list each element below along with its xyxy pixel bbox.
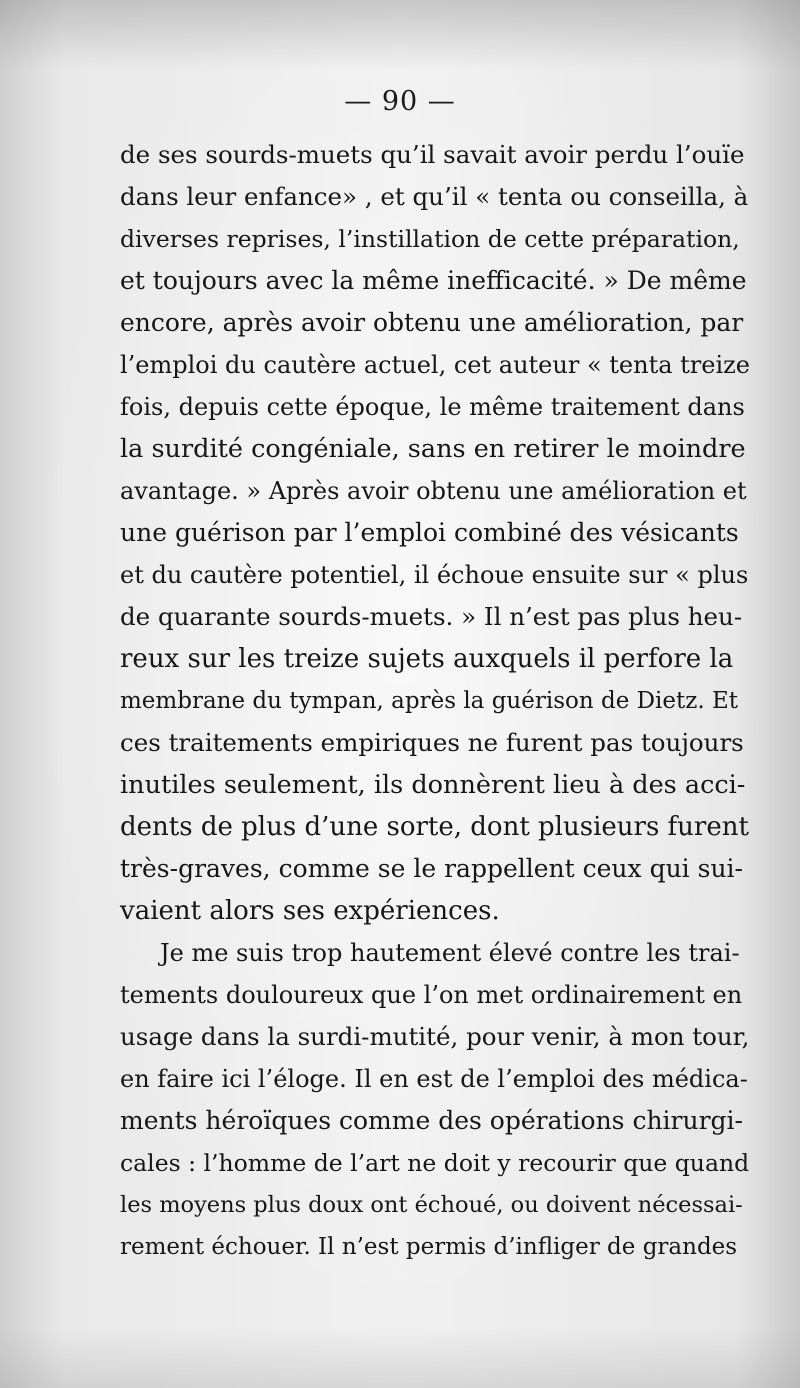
text-line: fois, depuis cette époque, le même traitement dans xyxy=(120,393,745,421)
text-line: diverses reprises, l’instillation de cette préparation, xyxy=(120,225,740,253)
text-line: ces traitements empiriques ne furent pas toujours xyxy=(120,728,744,757)
text-line: ments héroïques comme des opérations chirurgi- xyxy=(120,1106,743,1135)
text-line: l’emploi du cautère actuel, cet auteur « tenta treize xyxy=(120,351,750,379)
text-line: encore, après avoir obtenu une amélioration, par xyxy=(120,308,744,337)
text-line: et du cautère potentiel, il échoue ensuite sur « plus xyxy=(120,561,749,589)
text-line: les moyens plus doux ont échoué, ou doivent nécessai- xyxy=(120,1192,743,1218)
text-line: tements douloureux que l’on met ordinairement en xyxy=(120,981,743,1009)
text-line: reux sur les treize sujets auxquels il perfore la xyxy=(120,644,734,674)
text-line: de quarante sourds-muets. » Il n’est pas plus heu- xyxy=(120,602,743,631)
text-line: usage dans la surdi-mutité, pour venir, à mon tour, xyxy=(120,1022,750,1051)
text-line: et toujours avec la même inefficacité. » De même xyxy=(120,266,747,295)
text-line: dents de plus d’une sorte, dont plusieurs furent xyxy=(120,812,749,842)
text-line: une guérison par l’emploi combiné des vésicants xyxy=(120,518,739,547)
text-line: dans leur enfance» , et qu’il « tenta ou conseilla, à xyxy=(120,182,749,211)
text-line: avantage. » Après avoir obtenu une amélioration et xyxy=(120,477,747,505)
text-line: cales : l’homme de l’art ne doit y recourir que quand xyxy=(120,1149,750,1177)
text-line-paragraph-start: Je me suis trop hautement élevé contre les trai- xyxy=(160,939,740,967)
text-line: membrane du tympan, après la guérison de Dietz. Et xyxy=(120,688,739,714)
text-line: la surdité congéniale, sans en retirer le moindre xyxy=(120,434,746,464)
text-line: très-graves, comme se le rappellent ceux qui sui- xyxy=(120,854,743,883)
text-line: en faire ici l’éloge. Il en est de l’emploi des médica- xyxy=(120,1065,748,1093)
text-line: rement échouer. Il n’est permis d’infliger de grandes xyxy=(120,1234,738,1260)
text-line-paragraph-end: vaient alors ses expériences. xyxy=(120,896,500,926)
text-line: de ses sourds-muets qu’il savait avoir perdu l’ouïe xyxy=(120,140,745,169)
text-line: inutiles seulement, ils donnèrent lieu à des acci- xyxy=(120,770,746,800)
page-number: — 90 — xyxy=(344,86,456,117)
